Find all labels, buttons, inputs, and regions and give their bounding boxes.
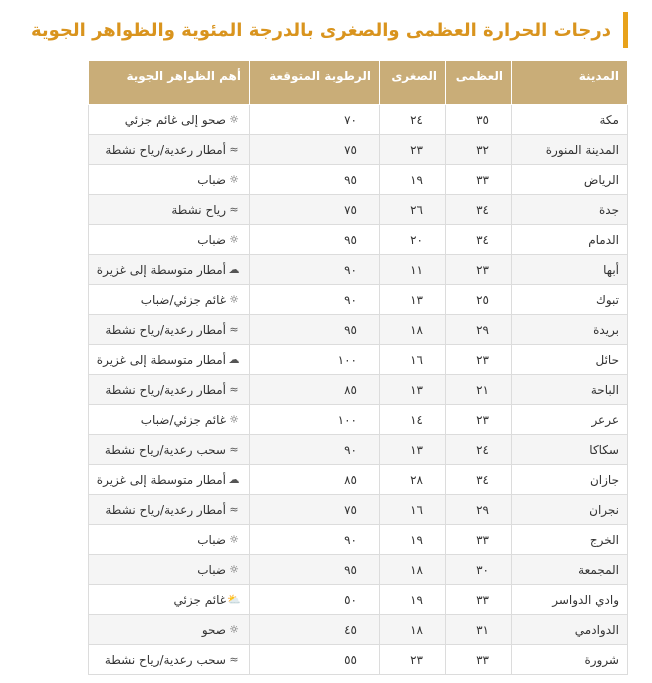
humidity-cell: ٩٠ bbox=[250, 285, 380, 315]
table-header-row bbox=[89, 61, 628, 105]
max-temp-cell: ٣٤ bbox=[446, 225, 512, 255]
weather-icon: ≈ bbox=[229, 383, 239, 397]
humidity-cell: ٧٥ bbox=[250, 135, 380, 165]
column-header-max: العظمى bbox=[446, 61, 512, 105]
phenomenon-text: أمطار متوسطة إلى غزيرة bbox=[96, 262, 226, 277]
humidity-cell: ٩٥ bbox=[250, 555, 380, 585]
weather-icon: ☼ bbox=[229, 563, 239, 577]
max-temp-cell: ٣٠ bbox=[446, 555, 512, 585]
max-temp-cell: ٣٣ bbox=[446, 585, 512, 615]
phenomenon-wrap bbox=[105, 653, 241, 667]
weather-icon: ☼ bbox=[229, 533, 239, 547]
phenomenon-cell bbox=[89, 525, 250, 555]
min-temp-cell: ٢٣ bbox=[380, 135, 446, 165]
table-row bbox=[89, 375, 628, 405]
humidity-cell: ٥٥ bbox=[250, 645, 380, 675]
humidity-cell: ٩٠ bbox=[250, 255, 380, 285]
humidity-cell: ٨٥ bbox=[250, 465, 380, 495]
humidity-cell: ٧٠ bbox=[250, 105, 380, 135]
weather-icon: ☼ bbox=[229, 173, 239, 187]
max-temp-cell: ٢٣ bbox=[446, 255, 512, 285]
table-row bbox=[89, 165, 628, 195]
phenomenon-wrap bbox=[105, 323, 241, 337]
column-header-phenomena: أهم الظواهر الجوية bbox=[89, 61, 250, 105]
weather-icon: ☁ bbox=[228, 263, 240, 277]
phenomenon-wrap bbox=[197, 533, 241, 547]
humidity-cell: ٧٥ bbox=[250, 495, 380, 525]
min-temp-cell: ١٨ bbox=[380, 615, 446, 645]
min-temp-cell: ١٨ bbox=[380, 315, 446, 345]
max-temp-cell: ٣٢ bbox=[446, 135, 512, 165]
city-cell: مكة bbox=[512, 105, 628, 135]
table-row bbox=[89, 615, 628, 645]
max-temp-cell: ٣٣ bbox=[446, 645, 512, 675]
city-cell: بريدة bbox=[512, 315, 628, 345]
phenomenon-cell bbox=[89, 645, 250, 675]
phenomenon-wrap bbox=[105, 443, 241, 457]
table-row bbox=[89, 585, 628, 615]
table-body bbox=[89, 105, 628, 675]
table-row bbox=[89, 225, 628, 255]
table-row bbox=[89, 645, 628, 675]
phenomenon-cell bbox=[89, 195, 250, 225]
weather-icon: ≈ bbox=[229, 653, 239, 667]
city-cell: وادي الدواسر bbox=[512, 585, 628, 615]
city-cell: الخرج bbox=[512, 525, 628, 555]
max-temp-cell: ٢٩ bbox=[446, 315, 512, 345]
phenomenon-cell bbox=[89, 615, 250, 645]
phenomenon-cell bbox=[89, 495, 250, 525]
max-temp-cell: ٢٥ bbox=[446, 285, 512, 315]
city-cell: سكاكا bbox=[512, 435, 628, 465]
phenomenon-cell bbox=[89, 225, 250, 255]
city-cell: أبها bbox=[512, 255, 628, 285]
max-temp-cell: ٣٣ bbox=[446, 165, 512, 195]
phenomenon-text: أمطار رعدية/رياح نشطة bbox=[105, 322, 226, 337]
phenomenon-text: ضباب bbox=[197, 232, 226, 247]
city-cell: الباحة bbox=[512, 375, 628, 405]
phenomenon-wrap bbox=[197, 563, 241, 577]
phenomenon-text: غائم جزئي/ضباب bbox=[140, 412, 226, 427]
phenomenon-text: رياح نشطة bbox=[171, 202, 226, 217]
humidity-cell: ٩٠ bbox=[250, 525, 380, 555]
humidity-cell: ١٠٠ bbox=[250, 345, 380, 375]
humidity-cell: ٩٥ bbox=[250, 165, 380, 195]
city-cell: المدينة المنورة bbox=[512, 135, 628, 165]
table-row bbox=[89, 555, 628, 585]
city-cell: جازان bbox=[512, 465, 628, 495]
phenomenon-wrap bbox=[141, 413, 241, 427]
phenomenon-text: أمطار رعدية/رياح نشطة bbox=[105, 142, 226, 157]
weather-icon: ⛅ bbox=[227, 593, 241, 607]
weather-icon: ☼ bbox=[229, 113, 239, 127]
weather-table bbox=[88, 60, 628, 675]
min-temp-cell: ٢٣ bbox=[380, 645, 446, 675]
phenomenon-cell bbox=[89, 135, 250, 165]
phenomenon-text: أمطار متوسطة إلى غزيرة bbox=[96, 352, 226, 367]
table-row bbox=[89, 345, 628, 375]
phenomenon-text: ضباب bbox=[197, 562, 226, 577]
table-row bbox=[89, 105, 628, 135]
city-cell: الدمام bbox=[512, 225, 628, 255]
phenomenon-cell bbox=[89, 435, 250, 465]
phenomenon-wrap bbox=[202, 623, 241, 637]
phenomenon-text: غائم جزئي bbox=[173, 592, 226, 607]
phenomenon-wrap bbox=[105, 383, 241, 397]
phenomenon-cell bbox=[89, 465, 250, 495]
min-temp-cell: ١٤ bbox=[380, 405, 446, 435]
phenomenon-text: ضباب bbox=[197, 532, 226, 547]
max-temp-cell: ٣٤ bbox=[446, 195, 512, 225]
humidity-cell: ٧٥ bbox=[250, 195, 380, 225]
phenomenon-cell bbox=[89, 285, 250, 315]
phenomenon-wrap bbox=[125, 113, 241, 127]
max-temp-cell: ٢٣ bbox=[446, 345, 512, 375]
phenomenon-cell bbox=[89, 555, 250, 585]
phenomenon-cell bbox=[89, 315, 250, 345]
max-temp-cell: ٣١ bbox=[446, 615, 512, 645]
max-temp-cell: ٢٤ bbox=[446, 435, 512, 465]
city-cell: الرياض bbox=[512, 165, 628, 195]
min-temp-cell: ١٨ bbox=[380, 555, 446, 585]
phenomenon-wrap bbox=[197, 173, 241, 187]
phenomenon-cell bbox=[89, 375, 250, 405]
page-title-bar bbox=[30, 12, 628, 48]
max-temp-cell: ٣٥ bbox=[446, 105, 512, 135]
table-row bbox=[89, 465, 628, 495]
city-cell: عرعر bbox=[512, 405, 628, 435]
weather-icon: ≈ bbox=[229, 203, 239, 217]
min-temp-cell: ١٣ bbox=[380, 435, 446, 465]
phenomenon-text: أمطار رعدية/رياح نشطة bbox=[105, 382, 226, 397]
weather-icon: ≈ bbox=[229, 143, 239, 157]
weather-icon: ☁ bbox=[228, 353, 240, 367]
phenomenon-text: أمطار رعدية/رياح نشطة bbox=[105, 502, 226, 517]
phenomenon-wrap bbox=[174, 593, 241, 607]
table-row bbox=[89, 195, 628, 225]
min-temp-cell: ٢٦ bbox=[380, 195, 446, 225]
column-header-city: المدينة bbox=[512, 61, 628, 105]
city-cell: جدة bbox=[512, 195, 628, 225]
humidity-cell: ٨٥ bbox=[250, 375, 380, 405]
phenomenon-cell bbox=[89, 345, 250, 375]
phenomenon-text: صحو bbox=[201, 622, 226, 637]
max-temp-cell: ٣٤ bbox=[446, 465, 512, 495]
phenomenon-text: سحب رعدية/رياح نشطة bbox=[104, 442, 226, 457]
title-accent-bar bbox=[623, 12, 628, 48]
weather-icon: ☼ bbox=[229, 293, 239, 307]
phenomenon-wrap bbox=[197, 233, 241, 247]
table-row bbox=[89, 405, 628, 435]
weather-icon: ☼ bbox=[229, 623, 239, 637]
phenomenon-text: صحو إلى غائم جزئي bbox=[124, 112, 226, 127]
table-row bbox=[89, 435, 628, 465]
city-cell: الدوادمي bbox=[512, 615, 628, 645]
phenomenon-cell bbox=[89, 585, 250, 615]
table-row bbox=[89, 255, 628, 285]
phenomenon-wrap bbox=[141, 293, 241, 307]
phenomenon-wrap bbox=[105, 503, 241, 517]
table-row bbox=[89, 495, 628, 525]
phenomenon-wrap bbox=[171, 203, 241, 217]
phenomenon-wrap bbox=[97, 353, 241, 367]
phenomenon-cell bbox=[89, 165, 250, 195]
phenomenon-text: ضباب bbox=[197, 172, 226, 187]
phenomenon-wrap bbox=[105, 143, 241, 157]
weather-icon: ≈ bbox=[229, 323, 239, 337]
humidity-cell: ٥٠ bbox=[250, 585, 380, 615]
min-temp-cell: ١٣ bbox=[380, 375, 446, 405]
min-temp-cell: ١١ bbox=[380, 255, 446, 285]
humidity-cell: ١٠٠ bbox=[250, 405, 380, 435]
max-temp-cell: ٣٣ bbox=[446, 525, 512, 555]
min-temp-cell: ١٩ bbox=[380, 585, 446, 615]
weather-icon: ≈ bbox=[229, 443, 239, 457]
phenomenon-cell bbox=[89, 405, 250, 435]
phenomenon-cell bbox=[89, 255, 250, 285]
city-cell: تبوك bbox=[512, 285, 628, 315]
table-row bbox=[89, 135, 628, 165]
city-cell: المجمعة bbox=[512, 555, 628, 585]
min-temp-cell: ١٣ bbox=[380, 285, 446, 315]
humidity-cell: ٩٥ bbox=[250, 315, 380, 345]
table-row bbox=[89, 525, 628, 555]
city-cell: شرورة bbox=[512, 645, 628, 675]
min-temp-cell: ٢٠ bbox=[380, 225, 446, 255]
max-temp-cell: ٢٩ bbox=[446, 495, 512, 525]
column-header-humidity: الرطوبة المتوقعة bbox=[250, 61, 380, 105]
city-cell: نجران bbox=[512, 495, 628, 525]
humidity-cell: ٤٥ bbox=[250, 615, 380, 645]
table-row bbox=[89, 285, 628, 315]
weather-icon: ☼ bbox=[229, 233, 239, 247]
min-temp-cell: ١٦ bbox=[380, 495, 446, 525]
min-temp-cell: ١٦ bbox=[380, 345, 446, 375]
weather-icon: ≈ bbox=[229, 503, 239, 517]
phenomenon-text: غائم جزئي/ضباب bbox=[140, 292, 226, 307]
max-temp-cell: ٢٣ bbox=[446, 405, 512, 435]
phenomenon-wrap bbox=[97, 263, 241, 277]
page-title: درجات الحرارة العظمى والصغرى بالدرجة المئوية والظواهر الجوية bbox=[30, 19, 611, 41]
min-temp-cell: ١٩ bbox=[380, 525, 446, 555]
min-temp-cell: ٢٤ bbox=[380, 105, 446, 135]
humidity-cell: ٩٠ bbox=[250, 435, 380, 465]
max-temp-cell: ٢١ bbox=[446, 375, 512, 405]
min-temp-cell: ٢٨ bbox=[380, 465, 446, 495]
humidity-cell: ٩٥ bbox=[250, 225, 380, 255]
table-row bbox=[89, 315, 628, 345]
min-temp-cell: ١٩ bbox=[380, 165, 446, 195]
weather-icon: ☼ bbox=[229, 413, 239, 427]
weather-icon: ☁ bbox=[228, 473, 240, 487]
phenomenon-text: أمطار متوسطة إلى غزيرة bbox=[96, 472, 226, 487]
phenomenon-text: سحب رعدية/رياح نشطة bbox=[104, 652, 226, 667]
column-header-min: الصغرى bbox=[380, 61, 446, 105]
phenomenon-cell bbox=[89, 105, 250, 135]
city-cell: حائل bbox=[512, 345, 628, 375]
phenomenon-wrap bbox=[97, 473, 241, 487]
